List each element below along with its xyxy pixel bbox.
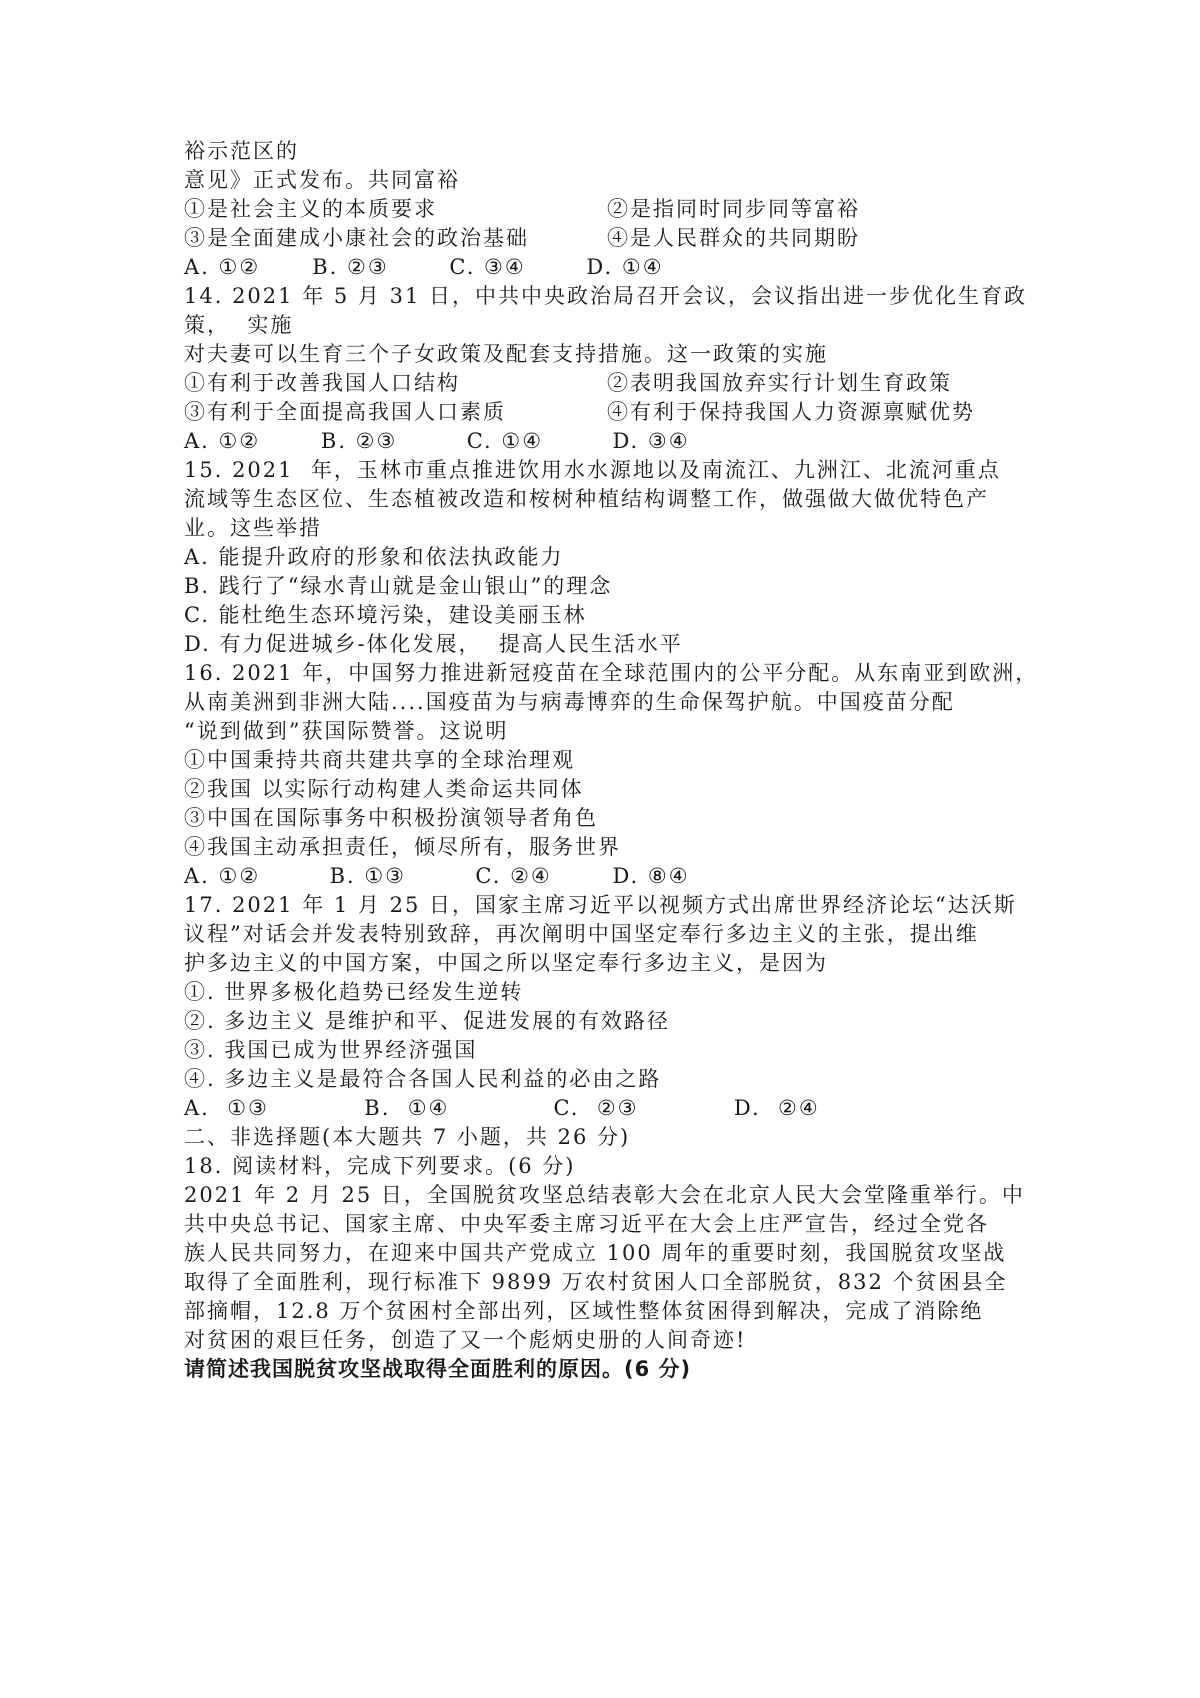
question-14: 14. 2021 年 5 月 31 日，中共中央政治局召开会议，会议指出进一步优化生育政 xyxy=(184,284,1027,308)
material-paragraph: 取得了全面胜利，现行标准下 9899 万农村贫困人口全部脱贫，832 个贫困县全 xyxy=(184,1270,1008,1294)
material-paragraph: 2021 年 2 月 25 日，全国脱贫攻坚总结表彰大会在北京人民大会堂隆重举行。中 xyxy=(184,1183,1025,1207)
option-2: ②. 多边主义 是维护和平、促进发展的有效路径 xyxy=(184,1009,671,1033)
answer-choices: A. ①② B. ①③ C. ②④ D. ⑧④ xyxy=(184,864,690,888)
text-line: 从南美洲到非洲大陆....国疫苗为与病毒博弈的生命保驾护航。中国疫苗分配 xyxy=(184,690,955,714)
text-line: 策， 实施 xyxy=(184,313,294,337)
option-2: ②表明我国放弃实行计划生育政策 xyxy=(607,371,952,395)
text-line: 裕示范区的 xyxy=(184,139,299,163)
option-3: ③. 我国已成为世界经济强国 xyxy=(184,1038,478,1062)
option-4: ④是人民群众的共同期盼 xyxy=(607,226,860,250)
option-3: ③中国在国际事务中积极扮演领导者角色 xyxy=(184,806,598,830)
answer-choices: A. ①③ B. ①④ C. ②③ D. ②④ xyxy=(184,1096,820,1120)
question-18: 18. 阅读材料，完成下列要求。(6 分) xyxy=(184,1154,576,1178)
option-1: ①. 世界多极化趋势已经发生逆转 xyxy=(184,980,524,1004)
question-15: 15. 2021 年，玉林市重点推进饮用水水源地以及南流江、九洲江、北流河重点 xyxy=(184,458,1001,482)
text-line: 对夫妻可以生育三个子女政策及配套支持措施。这一政策的实施 xyxy=(184,342,828,366)
question-16: 16. 2021 年，中国努力推进新冠疫苗在全球范围内的公平分配。从东南亚到欧洲， xyxy=(184,661,1039,685)
text-line: “说到做到”获国际赞誉。这说明 xyxy=(184,719,509,743)
section-heading: 二、非选择题(本大题共 7 小题，共 26 分) xyxy=(184,1125,631,1149)
answer-option-d: D. 有力促进城乡-体化发展， 提高人民生活水平 xyxy=(184,632,683,656)
question-prompt: 请简述我国脱贫攻坚战取得全面胜利的原因。(6 分) xyxy=(184,1357,692,1381)
text-line: 议程”对话会并发表特别致辞，再次阐明中国坚定奉行多边主义的主张，提出维 xyxy=(184,922,979,946)
text-line: 意见》正式发布。共同富裕 xyxy=(184,168,460,192)
answer-option-b: B. 践行了“绿水青山就是金山银山”的理念 xyxy=(184,574,613,598)
answer-option-c: C. 能杜绝生态环境污染，建设美丽玉林 xyxy=(184,603,587,627)
question-17: 17. 2021 年 1 月 25 日，国家主席习近平以视频方式出席世界经济论坛“达沃斯 xyxy=(184,893,1017,917)
option-3: ③是全面建成小康社会的政治基础 xyxy=(184,226,529,250)
option-2: ②是指同时同步同等富裕 xyxy=(607,197,860,221)
option-2: ②我国 以实际行动构建人类命运共同体 xyxy=(184,777,584,801)
option-4: ④我国主动承担责任，倾尽所有，服务世界 xyxy=(184,835,621,859)
answer-choices: A. ①② B. ②③ C. ③④ D. ①④ xyxy=(184,255,664,279)
option-1: ①是社会主义的本质要求 xyxy=(184,197,437,221)
material-paragraph: 共中央总书记、国家主席、中央军委主席习近平在大会上庄严宣告，经过全党各 xyxy=(184,1212,989,1236)
option-3: ③有利于全面提高我国人口素质 xyxy=(184,400,506,424)
material-paragraph: 部摘帽，12.8 万个贫困村全部出列，区域性整体贫困得到解决，完成了消除绝 xyxy=(184,1299,984,1323)
text-line: 流域等生态区位、生态植被改造和桉树种植结构调整工作，做强做大做优特色产 xyxy=(184,487,989,511)
option-4: ④有利于保持我国人力资源禀赋优势 xyxy=(607,400,975,424)
text-line: 护多边主义的中国方案，中国之所以坚定奉行多边主义，是因为 xyxy=(184,951,828,975)
option-1: ①中国秉持共商共建共享的全球治理观 xyxy=(184,748,575,772)
text-line: 业。这些举措 xyxy=(184,516,322,540)
option-1: ①有利于改善我国人口结构 xyxy=(184,371,460,395)
answer-option-a: A. 能提升政府的形象和依法执政能力 xyxy=(184,545,564,569)
material-paragraph: 族人民共同努力，在迎来中国共产党成立 100 周年的重要时刻，我国脱贫攻坚战 xyxy=(184,1241,1007,1265)
option-4: ④. 多边主义是最符合各国人民利益的必由之路 xyxy=(184,1067,662,1091)
material-paragraph: 对贫困的艰巨任务，创造了又一个彪炳史册的人间奇迹! xyxy=(184,1328,747,1352)
answer-choices: A. ①② B. ②③ C. ①④ D. ③④ xyxy=(184,429,690,453)
